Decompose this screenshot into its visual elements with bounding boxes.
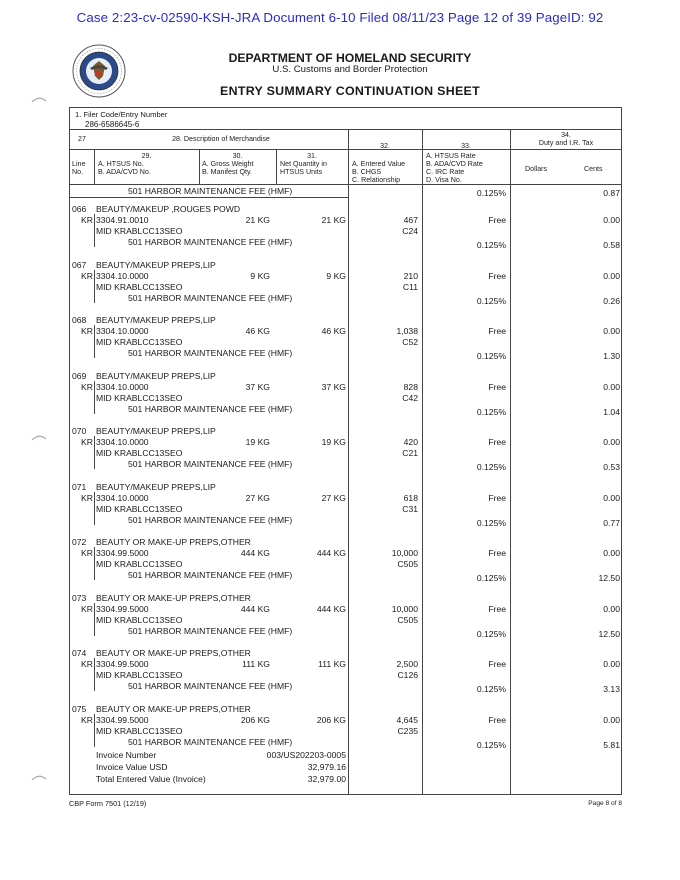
agency-name: U.S. Customs and Border Protection [272,64,428,75]
page-number: Page 8 of 8 [588,800,622,807]
line-number: 070 [72,426,87,436]
case-header: Case 2:23-cv-02590-KSH-JRA Document 6-10 Filed 08/11/23 Page 12 of 39 PageID: 92 [76,10,604,25]
manufacturer-id: MID KRABLCC13SEO [96,670,183,680]
row-divider [94,547,95,580]
form-number: CBP Form 7501 (12/19) [69,799,147,808]
dhs-seal-icon [72,44,126,98]
charges: C11 [402,281,418,292]
duty-amount: 0.00 [603,659,620,669]
hmf-amount: 12.50 [598,573,620,583]
duty-amount: 0.00 [603,270,620,281]
item-description: BEAUTY/MAKEUP PREPS,LIP [96,481,216,492]
col-34: 34. [561,131,571,139]
line-number: 072 [72,537,87,547]
row-divider [94,714,95,747]
country-code: KR [81,270,93,281]
gross-weight: 46 KG [245,326,270,336]
charges: C505 [397,559,418,569]
line-number: 066 [72,204,87,214]
line-number: 068 [72,315,87,325]
net-quantity: 37 KG [321,381,346,392]
hmf-fee-label: 501 HARBOR MAINTENANCE FEE (HMF) [128,681,293,691]
col-32: 32. [380,142,390,150]
hmf-fee-label: 501 HARBOR MAINTENANCE FEE (HMF) [128,625,293,636]
col-30-b: B. Manifest Qty. [202,168,252,176]
item-description: BEAUTY/MAKEUP ,ROUGES POWD [96,204,241,214]
punch-mark-icon [31,433,47,441]
total-entered-value: 32,979.00 [307,774,346,784]
manufacturer-id: MID KRABLCC13SEO [96,559,183,569]
row-divider [94,381,95,414]
department-name: DEPARTMENT OF HOMELAND SECURITY [228,51,472,65]
row-divider [94,492,95,525]
hts-number: 3304.99.5000 [96,714,149,725]
net-quantity: 21 KG [321,215,346,225]
hts-number: 3304.99.5000 [96,548,149,558]
duty-amount: 0.00 [603,603,620,614]
hts-rate: Free [488,270,506,281]
col-34-label: Duty and I.R. Tax [538,139,594,147]
hmf-fee-label: 501 HARBOR MAINTENANCE FEE (HMF) [128,514,293,525]
col-31-a: Net Quantity in [280,160,327,168]
col-29-a: A. HTSUS No. [98,160,144,168]
net-quantity: 206 KG [316,714,346,725]
gross-weight: 19 KG [245,437,270,447]
hmf-amount: 5.81 [603,739,620,750]
charges: C235 [397,725,418,736]
gross-weight: 444 KG [240,603,270,614]
net-quantity: 27 KG [321,492,346,503]
line-number: 067 [72,259,87,270]
col-32-b: B. CHGS [352,168,382,176]
item-description: BEAUTY/MAKEUP PREPS,LIP [96,426,216,436]
manufacturer-id: MID KRABLCC13SEO [96,392,183,403]
hts-number: 3304.10.0000 [96,492,149,503]
hts-rate: Free [488,659,506,669]
entered-value: 420 [403,437,418,447]
filer-label: 1. Filer Code/Entry Number [75,110,168,119]
hmf-fee-label: 501 HARBOR MAINTENANCE FEE (HMF) [128,237,293,247]
hmf-rate: 0.125% [476,240,506,250]
hts-number: 3304.99.5000 [96,659,149,669]
col-dollars: Dollars [525,165,548,173]
row-divider [94,658,95,691]
entered-value: 10,000 [391,603,418,614]
entered-value: 828 [403,381,418,392]
row-divider [94,270,95,303]
hmf-rate: 0.125% [476,739,506,750]
row-divider [94,325,95,358]
line-number: 071 [72,481,87,492]
manufacturer-id: MID KRABLCC13SEO [96,503,183,514]
hts-rate: Free [488,548,506,558]
hts-rate: Free [488,603,506,614]
manufacturer-id: MID KRABLCC13SEO [96,337,183,347]
country-code: KR [81,659,93,669]
gross-weight: 27 KG [245,492,270,503]
hmf-amount: 3.13 [603,684,620,694]
net-quantity: 19 KG [321,437,346,447]
col-line: Line [72,160,86,168]
col-27: 27 [78,135,86,143]
item-description: BEAUTY OR MAKE-UP PREPS,OTHER [96,703,251,714]
hts-rate: Free [488,215,506,225]
invoice-value: 32,979.16 [307,762,346,772]
hmf-amount: 12.50 [598,628,620,639]
duty-amount: 0.00 [603,548,620,558]
hmf-rate: 0.125% [476,573,506,583]
hts-number: 3304.10.0000 [96,381,149,392]
duty-amount: 0.00 [603,215,620,225]
carryover-hmf: 501 HARBOR MAINTENANCE FEE (HMF) [128,186,293,196]
entered-value: 10,000 [391,548,418,558]
row-divider [94,436,95,469]
col-cents: Cents [584,165,603,173]
net-quantity: 9 KG [326,270,346,281]
gross-weight: 444 KG [240,548,270,558]
hts-number: 3304.10.0000 [96,326,149,336]
manufacturer-id: MID KRABLCC13SEO [96,725,183,736]
item-description: BEAUTY/MAKEUP PREPS,LIP [96,259,216,270]
hmf-fee-label: 501 HARBOR MAINTENANCE FEE (HMF) [128,403,293,414]
hts-number: 3304.10.0000 [96,437,149,447]
invoice-number-value: 003/US202203-0005 [266,750,346,760]
hmf-rate: 0.125% [476,628,506,639]
entry-summary-form [69,107,622,795]
col-32-c: C. Relationship [352,176,401,184]
country-code: KR [81,603,93,614]
item-description: BEAUTY OR MAKE-UP PREPS,OTHER [96,648,251,658]
col-30-a: A. Gross Weight [202,160,254,168]
hmf-fee-label: 501 HARBOR MAINTENANCE FEE (HMF) [128,570,293,580]
col-33-c: C. IRC Rate [426,168,465,176]
item-description: BEAUTY/MAKEUP PREPS,LIP [96,370,216,381]
line-number: 075 [72,703,87,714]
country-code: KR [81,437,93,447]
duty-amount: 0.00 [603,381,620,392]
page-title: ENTRY SUMMARY CONTINUATION SHEET [220,84,480,98]
duty-amount: 0.00 [603,437,620,447]
duty-amount: 0.00 [603,326,620,336]
line-number: 073 [72,592,87,603]
net-quantity: 444 KG [316,603,346,614]
entered-value: 4,645 [396,714,418,725]
duty-amount: 0.00 [603,714,620,725]
manufacturer-id: MID KRABLCC13SEO [96,614,183,625]
country-code: KR [81,548,93,558]
carryover-amount: 0.87 [603,188,620,198]
col-33-b: B. ADA/CVD Rate [426,160,483,168]
country-code: KR [81,492,93,503]
net-quantity: 46 KG [321,326,346,336]
line-number: 069 [72,370,87,381]
country-code: KR [81,714,93,725]
hts-number: 3304.91.0010 [96,215,149,225]
hts-rate: Free [488,437,506,447]
col-31-b: HTSUS Units [280,168,323,176]
col-33: 33. [461,142,471,150]
col-31: 31. [307,152,317,160]
gross-weight: 9 KG [250,270,270,281]
col-28: 28. Description of Merchandise [172,135,270,143]
manufacturer-id: MID KRABLCC13SEO [96,226,183,236]
net-quantity: 111 KG [318,659,346,669]
hmf-fee-label: 501 HARBOR MAINTENANCE FEE (HMF) [128,348,293,358]
col-29: 29. [141,152,152,160]
invoice-number-label: Invoice Number [96,750,157,760]
hmf-rate: 0.125% [476,406,506,417]
entered-value: 210 [403,270,418,281]
charges: C505 [397,614,418,625]
charges: C21 [402,448,418,458]
col-29-b: B. ADA/CVD No. [98,168,151,176]
col-line-no: No. [72,168,84,176]
total-entered-label: Total Entered Value (Invoice) [96,774,206,784]
row-divider [94,214,95,247]
item-description: BEAUTY OR MAKE-UP PREPS,OTHER [96,537,251,547]
gross-weight: 37 KG [245,381,270,392]
filer-entry-number: 286-6586645-6 [85,120,140,129]
hts-rate: Free [488,326,506,336]
charges: C42 [402,392,418,403]
invoice-value-label: Invoice Value USD [96,762,168,772]
col-32-a: A. Entered Value [352,160,406,168]
col-33-d: D. Visa No. [426,176,462,184]
hmf-rate: 0.125% [476,295,506,306]
hts-rate: Free [488,492,506,503]
gross-weight: 206 KG [240,714,270,725]
hmf-amount: 0.58 [603,240,620,250]
entered-value: 2,500 [396,659,418,669]
hmf-amount: 1.30 [603,351,620,361]
item-description: BEAUTY/MAKEUP PREPS,LIP [96,315,216,325]
entered-value: 467 [403,215,418,225]
hmf-amount: 0.26 [603,295,620,306]
hmf-fee-label: 501 HARBOR MAINTENANCE FEE (HMF) [128,292,293,303]
row-divider [94,603,95,636]
hmf-fee-label: 501 HARBOR MAINTENANCE FEE (HMF) [128,736,293,747]
hts-number: 3304.99.5000 [96,603,149,614]
hmf-rate: 0.125% [476,684,506,694]
hmf-rate: 0.125% [476,351,506,361]
hmf-amount: 0.77 [603,517,620,528]
line-number: 074 [72,648,87,658]
duty-amount: 0.00 [603,492,620,503]
charges: C24 [402,226,418,236]
entered-value: 1,038 [396,326,418,336]
manufacturer-id: MID KRABLCC13SEO [96,448,183,458]
charges: C52 [402,337,418,347]
hmf-rate: 0.125% [476,462,506,472]
hmf-fee-label: 501 HARBOR MAINTENANCE FEE (HMF) [128,459,293,469]
punch-mark-icon [31,95,47,103]
manufacturer-id: MID KRABLCC13SEO [96,281,183,292]
charges: C126 [397,670,418,680]
col-33-a: A. HTSUS Rate [426,152,476,160]
hmf-amount: 1.04 [603,406,620,417]
gross-weight: 111 KG [242,659,270,669]
country-code: KR [81,215,93,225]
hmf-rate: 0.125% [476,517,506,528]
net-quantity: 444 KG [316,548,346,558]
carryover-rate: 0.125% [476,188,506,198]
country-code: KR [81,381,93,392]
col-30: 30. [232,152,243,160]
item-description: BEAUTY OR MAKE-UP PREPS,OTHER [96,592,251,603]
entered-value: 618 [403,492,418,503]
hmf-amount: 0.53 [603,462,620,472]
gross-weight: 21 KG [245,215,270,225]
hts-rate: Free [488,381,506,392]
charges: C31 [402,503,418,514]
hts-rate: Free [488,714,506,725]
punch-mark-icon [31,773,47,781]
hts-number: 3304.10.0000 [96,270,149,281]
country-code: KR [81,326,93,336]
